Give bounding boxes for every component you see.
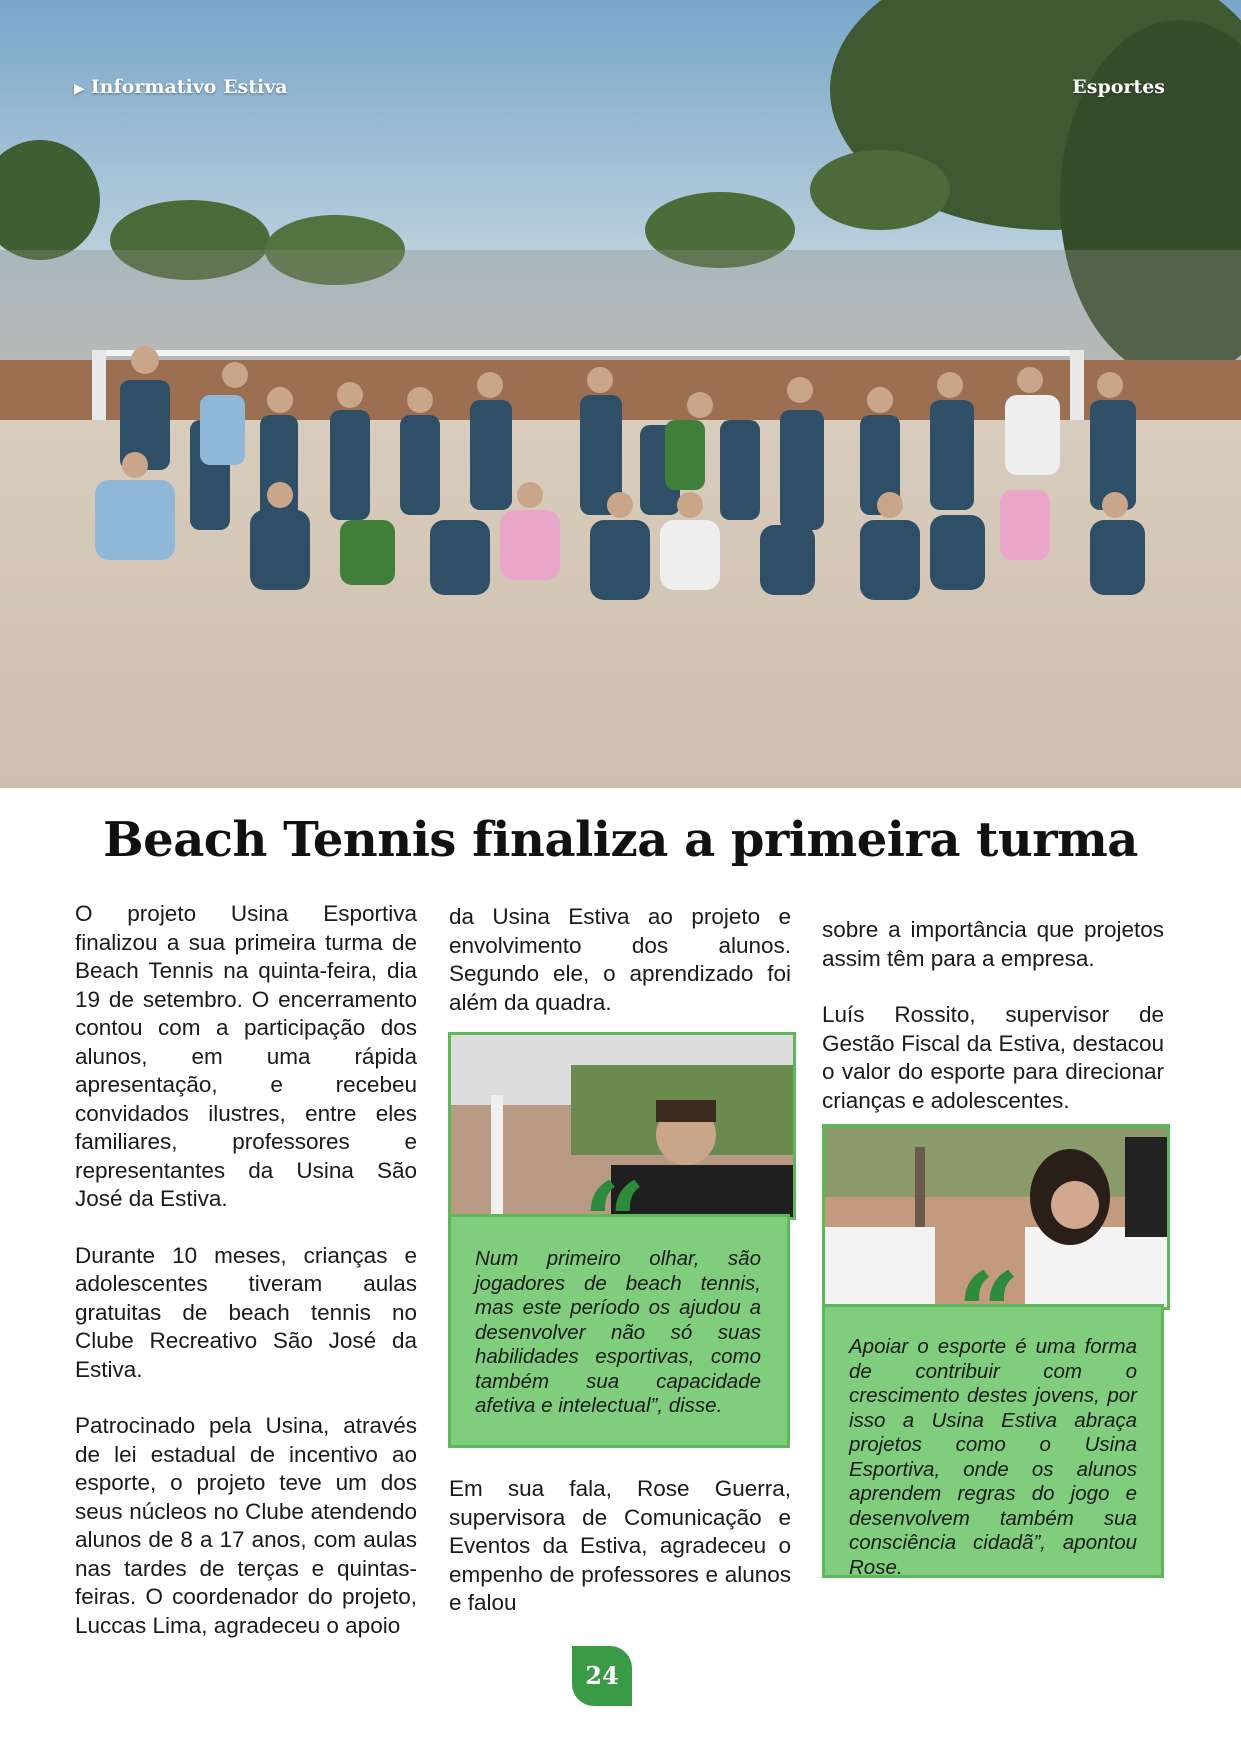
pull-quote-2: Apoiar o esporte é uma forma de contribuir com o crescimento destes jovens, por isso a Usina Estiva abraça projetos como o Usina Esportiva, onde os alunos aprendem regras do jogo e desenvolvem também sua consciência cidadã”, apontou Rose. bbox=[822, 1304, 1164, 1578]
article-column-3 bbox=[822, 916, 1164, 1115]
paragraph: Luís Rossito, supervisor de Gestão Fiscal da Estiva, destacou o valor do esporte para direcionar crianças e adolescentes. bbox=[822, 1002, 1164, 1113]
running-header-left bbox=[74, 76, 288, 98]
paragraph: O projeto Usina Esportiva finalizou a sua primeira turma de Beach Tennis na quinta-feira, dia 19 de setembro. O encerramento contou com a participação dos alunos, em uma rápida apresentação, e recebeu convidados ilustres, entre eles familiares, professores e representantes da Usina São José da Estiva. bbox=[75, 901, 417, 1211]
paragraph: Durante 10 meses, crianças e adolescentes tiveram aulas gratuitas de beach tennis no Clube Recreativo São José da Estiva. bbox=[75, 1242, 417, 1382]
triangle-right-icon: ▶ bbox=[74, 81, 85, 97]
article-title: Beach Tennis finaliza a primeira turma bbox=[103, 812, 1138, 868]
running-header-right: Esportes bbox=[1072, 76, 1165, 98]
article-column-2-top bbox=[449, 903, 791, 1017]
paragraph: Em sua fala, Rose Guerra, supervisora de Comunicação e Eventos da Estiva, agradeceu o empenho de professores e alunos e falou bbox=[449, 1476, 791, 1615]
paragraph: Patrocinado pela Usina, através de lei estadual de incentivo ao esporte, o projeto teve um dos seus núcleos no Clube atendendo alunos de 8 a 17 anos, com aulas nas tardes de terças e quintas-feiras. O coordenador do projeto, Luccas Lima, agradeceu o apoio bbox=[75, 1413, 417, 1638]
hero-group-photo bbox=[0, 0, 1241, 788]
pull-quote-1: Num primeiro olhar, são jogadores de beach tennis, mas este período os ajudou a desenvolver não só suas habilidades esportivas, como também sua capacidade afetiva e intelectual”, disse. bbox=[448, 1214, 790, 1448]
article-column-1 bbox=[75, 900, 417, 1640]
section-label: Informativo Estiva bbox=[90, 76, 288, 98]
paragraph: da Usina Estiva ao projeto e envolvimento dos alunos. Segundo ele, o aprendizado foi além da quadra. bbox=[449, 904, 791, 1015]
article-column-2-bottom bbox=[449, 1475, 791, 1618]
paragraph: sobre a importância que projetos assim têm para a empresa. bbox=[822, 917, 1164, 971]
page-number: 24 bbox=[572, 1646, 632, 1706]
